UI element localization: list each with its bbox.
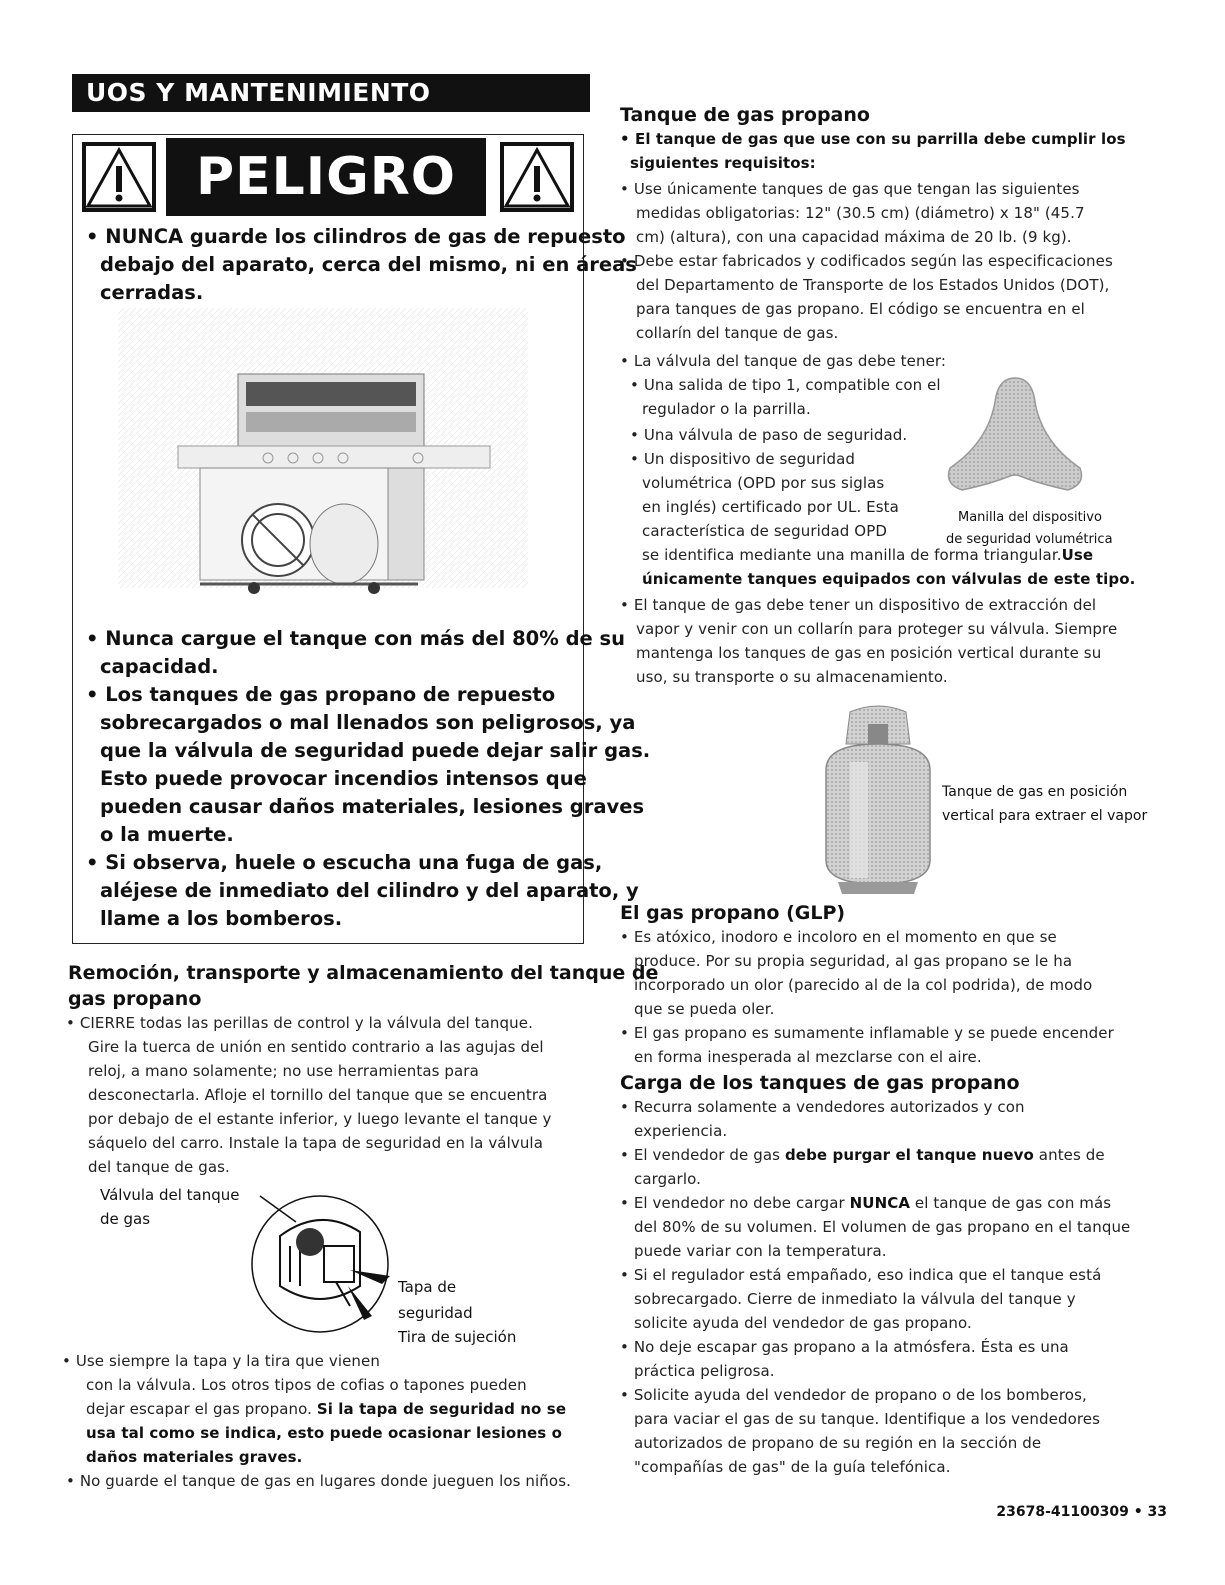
- warning-line: • NUNCA guarde los cilindros de gas de repuesto: [86, 225, 626, 248]
- text-line: [620, 1194, 1111, 1212]
- text-line: • Recurra solamente a vendedores autorizados y con: [620, 1098, 1025, 1116]
- tank-heading: Tanque de gas propano: [620, 104, 870, 126]
- text-line: produce. Por su propia seguridad, al gas propano se le ha: [634, 952, 1073, 970]
- text-span: dejar escapar el gas propano.: [86, 1400, 317, 1418]
- tank-caption: Tanque de gas en posición: [942, 784, 1128, 800]
- warning-line: llame a los bomberos.: [100, 907, 343, 930]
- text-line: uso, su transporte o su almacenamiento.: [636, 668, 948, 686]
- text-line: desconectarla. Afloje el tornillo del tanque que se encuentra: [88, 1086, 548, 1104]
- text-span: • El vendedor no debe cargar: [620, 1194, 850, 1212]
- text-line: mantenga los tanques de gas en posición vertical durante su: [636, 644, 1102, 662]
- text-span: • El vendedor de gas: [620, 1146, 785, 1164]
- text-line: del Departamento de Transporte de los Estados Unidos (DOT),: [636, 276, 1110, 294]
- text-line: cargarlo.: [634, 1170, 701, 1188]
- warning-line: Esto puede provocar incendios intensos que: [100, 767, 587, 790]
- text-line-bold: daños materiales graves.: [86, 1448, 303, 1466]
- text-line: • Use siempre la tapa y la tira que vienen: [62, 1352, 380, 1370]
- text-line: • Use únicamente tanques de gas que tengan las siguientes: [620, 180, 1080, 198]
- propane-tank-illustration: [810, 700, 946, 896]
- text-line: cm) (altura), con una capacidad máxima de 20 lb. (9 kg).: [636, 228, 1072, 246]
- text-line: Gire la tuerca de unión en sentido contrario a las agujas del: [88, 1038, 544, 1056]
- warning-line: cerradas.: [100, 281, 204, 304]
- text-line: • El gas propano es sumamente inflamable y se puede encender: [620, 1024, 1114, 1042]
- text-line: [620, 1146, 1105, 1164]
- text-line: • Es atóxico, inodoro e incoloro en el momento en que se: [620, 928, 1057, 946]
- text-span-bold: NUNCA: [849, 1194, 911, 1212]
- warning-triangle-icon: [82, 142, 156, 212]
- text-line: reloj, a mano solamente; no use herramientas para: [88, 1062, 479, 1080]
- text-span: se identifica mediante una manilla de forma triangular.: [642, 546, 1062, 564]
- text-line: incorporado un olor (parecido al de la col podrida), de modo: [634, 976, 1093, 994]
- text-line: autorizados de propano de su región en la sección de: [634, 1434, 1042, 1452]
- text-span-bold: debe purgar el tanque nuevo: [784, 1146, 1034, 1164]
- warning-line: sobrecargados o mal llenados son peligrosos, ya: [100, 711, 636, 734]
- warning-line: capacidad.: [100, 655, 219, 678]
- warning-line: • Si observa, huele o escucha una fuga de gas,: [86, 851, 603, 874]
- grill-illustration: [118, 308, 528, 608]
- text-line: sáquelo del carro. Instale la tapa de seguridad en la válvula: [88, 1134, 543, 1152]
- text-line: sobrecargado. Cierre de inmediato la válvula del tanque y: [634, 1290, 1076, 1308]
- text-line: volumétrica (OPD por sus siglas: [642, 474, 885, 492]
- text-line: • CIERRE todas las perillas de control y la válvula del tanque.: [66, 1014, 533, 1032]
- charge-heading: Carga de los tanques de gas propano: [620, 1072, 1020, 1094]
- text-line: para vaciar el gas de su tanque. Identifique a los vendedores: [634, 1410, 1101, 1428]
- valve-label: de gas: [100, 1210, 151, 1228]
- text-span-bold: Use: [1061, 546, 1094, 564]
- text-line-bold: siguientes requisitos:: [630, 154, 816, 172]
- text-line: [86, 1400, 566, 1418]
- text-line: [642, 546, 1093, 564]
- warning-triangle-icon: [500, 142, 574, 212]
- valve-cap-diagram: [240, 1186, 410, 1336]
- text-span: antes de: [1033, 1146, 1105, 1164]
- text-line: • Debe estar fabricados y codificados según las especificaciones: [620, 252, 1113, 270]
- text-line: • Una salida de tipo 1, compatible con el: [630, 376, 941, 394]
- text-line-bold: • El tanque de gas que use con su parrilla debe cumplir los: [620, 130, 1126, 148]
- warning-line: que la válvula de seguridad puede dejar salir gas.: [100, 739, 651, 762]
- valve-label: Válvula del tanque: [100, 1186, 240, 1204]
- text-line: que se pueda oler.: [634, 1000, 775, 1018]
- opd-handle-illustration: [940, 372, 1090, 502]
- text-line: por debajo de el estante inferior, y luego levante el tanque y: [88, 1110, 552, 1128]
- warning-line: • Los tanques de gas propano de repuesto: [86, 683, 556, 706]
- warning-line: • Nunca cargue el tanque con más del 80% de su: [86, 627, 626, 650]
- text-line: regulador o la parrilla.: [642, 400, 811, 418]
- text-line: para tanques de gas propano. El código se encuentra en el: [636, 300, 1085, 318]
- text-line: collarín del tanque de gas.: [636, 324, 839, 342]
- text-line: • Si el regulador está empañado, eso indica que el tanque está: [620, 1266, 1102, 1284]
- text-line: • Una válvula de paso de seguridad.: [630, 426, 908, 444]
- opd-caption: de seguridad volumétrica: [946, 532, 1113, 547]
- text-line: • No deje escapar gas propano a la atmósfera. Ésta es una: [620, 1338, 1069, 1356]
- text-line: solicite ayuda del vendedor de gas propano.: [634, 1314, 972, 1332]
- danger-header: [72, 134, 584, 220]
- opd-caption: Manilla del dispositivo: [958, 510, 1102, 525]
- text-line: en inglés) certificado por UL. Esta: [642, 498, 899, 516]
- safety-cap-label: seguridad: [398, 1304, 473, 1322]
- tank-caption: vertical para extraer el vapor: [942, 808, 1148, 824]
- warning-line: aléjese de inmediato del cilindro y del aparato, y: [100, 879, 639, 902]
- text-line: vapor y venir con un collarín para proteger su válvula. Siempre: [636, 620, 1118, 638]
- text-line: "compañías de gas" de la guía telefónica.: [634, 1458, 951, 1476]
- text-line: • No guarde el tanque de gas en lugares donde jueguen los niños.: [66, 1472, 571, 1490]
- text-line: • La válvula del tanque de gas debe tener:: [620, 352, 947, 370]
- text-line: en forma inesperada al mezclarse con el aire.: [634, 1048, 982, 1066]
- text-line: del tanque de gas.: [88, 1158, 230, 1176]
- safety-cap-label: Tapa de: [398, 1278, 457, 1296]
- danger-title: PELIGRO: [166, 138, 486, 216]
- removal-heading: gas propano: [68, 988, 202, 1010]
- text-span-bold: Si la tapa de seguridad no se: [316, 1400, 567, 1418]
- text-line: • Solicite ayuda del vendedor de propano o de los bomberos,: [620, 1386, 1087, 1404]
- text-line: experiencia.: [634, 1122, 728, 1140]
- text-line: puede variar con la temperatura.: [634, 1242, 887, 1260]
- text-line: con la válvula. Los otros tipos de cofias o tapones pueden: [86, 1376, 527, 1394]
- warning-line: o la muerte.: [100, 823, 234, 846]
- text-line: del 80% de su volumen. El volumen de gas propano en el tanque: [634, 1218, 1131, 1236]
- strap-label: Tira de sujeción: [398, 1328, 517, 1346]
- warning-line: debajo del aparato, cerca del mismo, ni en áreas: [100, 253, 637, 276]
- text-line: característica de seguridad OPD: [642, 522, 887, 540]
- text-line: • El tanque de gas debe tener un dispositivo de extracción del: [620, 596, 1097, 614]
- glp-heading: El gas propano (GLP): [620, 902, 846, 924]
- page-number: 23678-41100309 • 33: [996, 1504, 1167, 1520]
- text-line-bold: usa tal como se indica, esto puede ocasionar lesiones o: [86, 1424, 563, 1442]
- section-banner: UOS Y MANTENIMIENTO: [72, 74, 590, 112]
- text-line: • Un dispositivo de seguridad: [630, 450, 855, 468]
- warning-line: pueden causar daños materiales, lesiones graves: [100, 795, 645, 818]
- text-line: práctica peligrosa.: [634, 1362, 775, 1380]
- removal-heading: Remoción, transporte y almacenamiento del tanque de: [68, 962, 659, 984]
- text-span: el tanque de gas con más: [910, 1194, 1112, 1212]
- text-line-bold: únicamente tanques equipados con válvulas de este tipo.: [642, 570, 1136, 588]
- text-line: medidas obligatorias: 12" (30.5 cm) (diámetro) x 18" (45.7: [636, 204, 1085, 222]
